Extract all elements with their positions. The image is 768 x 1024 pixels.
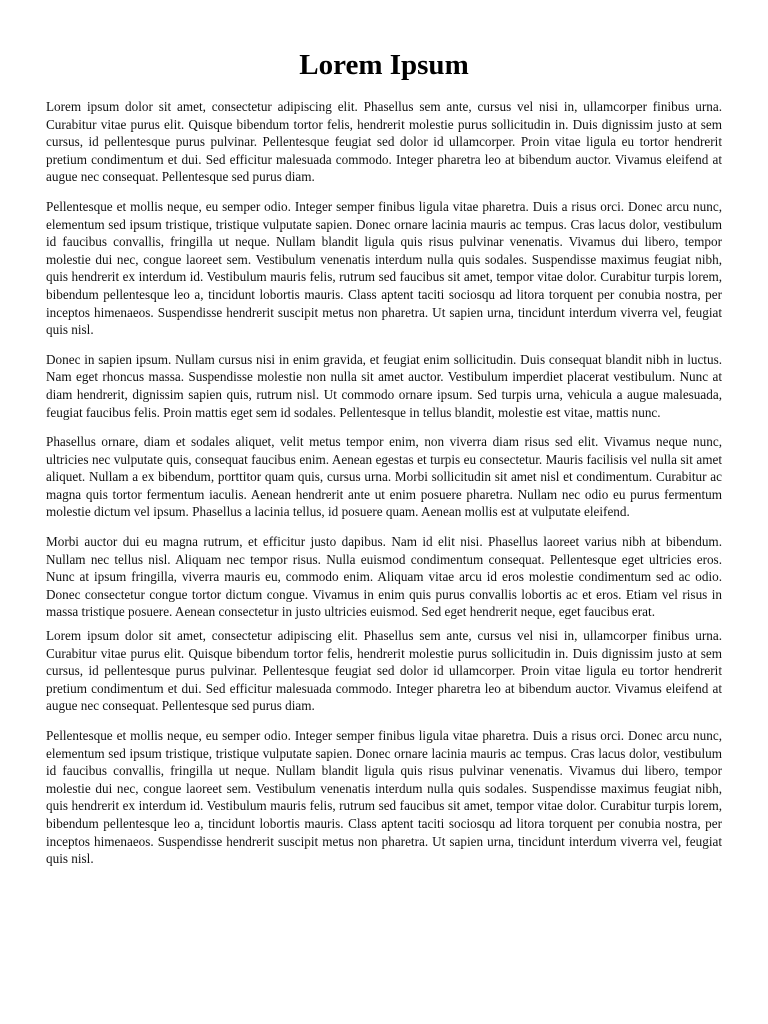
paragraph: Lorem ipsum dolor sit amet, consectetur adipiscing elit. Phasellus sem ante, cursus vel nisi in, ullamcorper finibus urna. Curabitur vitae purus elit. Quisque bibendum tortor felis, hendrerit molestie purus sollicitudin in. Duis dignissim justo at sem cursus, id pellentesque purus pulvinar. Pellentesque feugiat sed dolor id ullamcorper. Proin vitae ligula eu tortor hendrerit pretium condimentum et dui. Sed efficitur malesuada commodo. Integer pharetra leo at bibendum auctor. Vivamus eleifend at augue nec consequat. Pellentesque sed purus diam. (46, 628, 722, 714)
paragraph: Phasellus ornare, diam et sodales aliquet, velit metus tempor enim, non viverra diam risus sed elit. Vivamus neque nunc, ultricies nec vulputate quis, consequat faucibus enim. Aenean egestas et turpis eu consectetur. Mauris facilisis vel nulla sit amet aliquet. Nullam a ex bibendum, porttitor quam quis, cursus urna. Morbi sollicitudin sit amet nisl et condimentum. Curabitur ac magna quis tortor fermentum iaculis. Aenean hendrerit ante ut enim posuere pharetra. Nullam nec odio eu purus fermentum molestie dictum vel ipsum. Phasellus a lacinia tellus, id posuere quam. Aenean mollis est at vulputate eleifend. (46, 434, 722, 520)
paragraph: Donec in sapien ipsum. Nullam cursus nisi in enim gravida, et feugiat enim sollicitudin. Duis consequat blandit nibh in luctus. Nam eget rhoncus massa. Suspendisse molestie non nulla sit amet auctor. Vestibulum imperdiet placerat vestibulum. Nunc at diam hendrerit, dignissim sapien quis, rutrum nisl. Ut commodo ornare ipsum. Sed turpis urna, vehicula a augue malesuada, feugiat faucibus felis. Proin mattis eget sem id sodales. Pellentesque in tellus blandit, molestie est vitae, mattis nunc. (46, 351, 722, 420)
paragraph: Lorem ipsum dolor sit amet, consectetur adipiscing elit. Phasellus sem ante, cursus vel nisi in, ullamcorper finibus urna. Curabitur vitae purus elit. Quisque bibendum tortor felis, hendrerit molestie purus sollicitudin in. Duis dignissim justo at sem cursus, id pellentesque purus pulvinar. Pellentesque feugiat sed dolor id ullamcorper. Proin vitae ligula eu tortor hendrerit pretium condimentum et dui. Sed efficitur malesuada commodo. Integer pharetra leo at bibendum auctor. Vivamus eleifend at augue nec consequat. Pellentesque sed purus diam. (46, 99, 722, 185)
page-title: Lorem Ipsum (299, 49, 469, 81)
paragraph: Pellentesque et mollis neque, eu semper odio. Integer semper finibus ligula vitae pharetra. Duis a risus orci. Donec arcu nunc, elementum sed ipsum tristique, tristique vulputate sapien. Donec ornare lacinia mauris ac tempus. Cras lacus dolor, vestibulum id faucibus convallis, fringilla ut neque. Nullam blandit ligula quis risus pulvinar venenatis. Vivamus dui libero, tempor molestie dui nec, congue laoreet sem. Vestibulum venenatis interdum nulla quis sodales. Suspendisse maximus feugiat nibh, quis hendrerit ex interdum id. Vestibulum mauris felis, rutrum sed faucibus sit amet, tempor vitae dolor. Curabitur turpis lorem, bibendum pellentesque leo a, tincidunt lobortis mauris. Class aptent taciti sociosqu ad litora torquent per conubia nostra, per inceptos himenaeos. Suspendisse hendrerit suscipit metus non pharetra. Ut sapien urna, tincidunt interdum viverra vel, feugiat quis nisl. (46, 728, 722, 867)
paragraph: Morbi auctor dui eu magna rutrum, et efficitur justo dapibus. Nam id elit nisi. Phasellus laoreet varius nibh at bibendum. Nullam nec tellus nisl. Aliquam nec tempor risus. Nulla euismod condimentum consequat. Pellentesque eget ultricies eros. Nunc at ipsum fringilla, viverra mauris eu, commodo enim. Aliquam vitae arcu id eros molestie condimentum sed ac odio. Donec consectetur congue tortor dictum congue. Vivamus in enim quis purus convallis lobortis ac et eros. Etiam vel risus in massa tristique posuere. Aenean consectetur in justo ultricies euismod. Sed eget hendrerit neque, eget faucibus erat. (46, 534, 722, 620)
paragraph: Pellentesque et mollis neque, eu semper odio. Integer semper finibus ligula vitae pharetra. Duis a risus orci. Donec arcu nunc, elementum sed ipsum tristique, tristique vulputate sapien. Donec ornare lacinia mauris ac tempus. Cras lacus dolor, vestibulum id faucibus convallis, fringilla ut neque. Nullam blandit ligula quis risus pulvinar venenatis. Vivamus dui libero, tempor molestie dui nec, congue laoreet sem. Vestibulum venenatis interdum nulla quis sodales. Suspendisse maximus feugiat nibh, quis hendrerit ex interdum id. Vestibulum mauris felis, rutrum sed faucibus sit amet, tempor vitae dolor. Curabitur turpis lorem, bibendum pellentesque leo a, tincidunt lobortis mauris. Class aptent taciti sociosqu ad litora torquent per conubia nostra, per inceptos himenaeos. Suspendisse hendrerit suscipit metus non pharetra. Ut sapien urna, tincidunt interdum viverra vel, feugiat quis nisl. (46, 198, 722, 338)
